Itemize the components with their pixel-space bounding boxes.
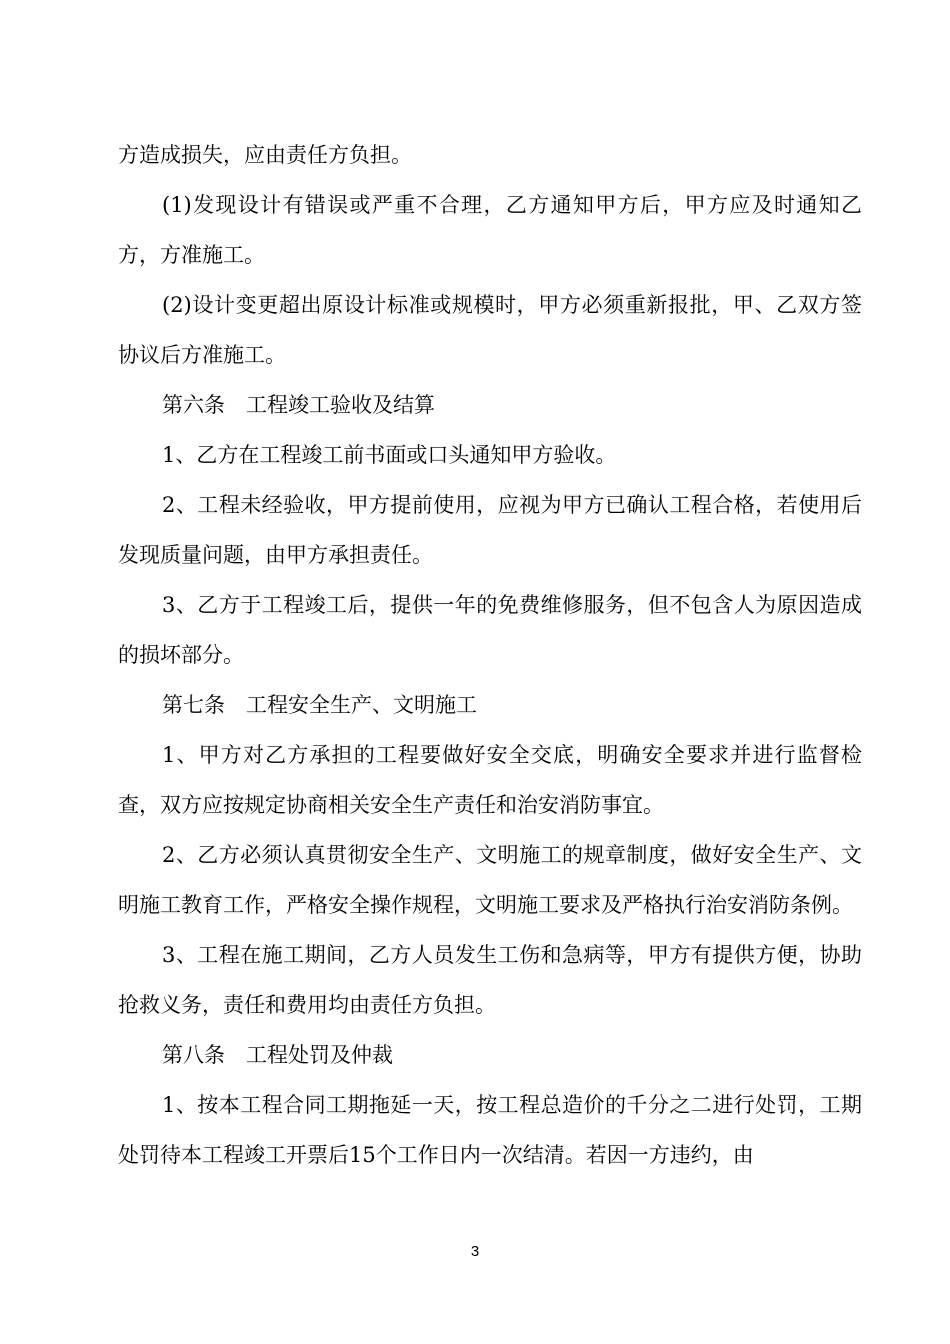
paragraph: 2、工程未经验收，甲方提前使用，应视为甲方已确认工程合格，若使用后发现质量问题，由甲方承担责任。 bbox=[118, 493, 862, 567]
paragraph: 方造成损失，应由责任方负担。 bbox=[118, 143, 412, 167]
paragraph: 1、甲方对乙方承担的工程要做好安全交底，明确安全要求并进行监督检查，双方应按规定协商相关安全生产责任和治安消防事宜。 bbox=[118, 743, 862, 817]
paragraph: (1)发现设计有错误或严重不合理，乙方通知甲方后，甲方应及时通知乙方，方准施工。 bbox=[118, 193, 862, 267]
document-body bbox=[118, 130, 862, 1180]
paragraph: 2、乙方必须认真贯彻安全生产、文明施工的规章制度，做好安全生产、文明施工教育工作，严格安全操作规程，文明施工要求及严格执行治安消防条例。 bbox=[118, 843, 862, 917]
paragraph: (2)设计变更超出原设计标准或规模时，甲方必须重新报批，甲、乙双方签协议后方准施工。 bbox=[118, 293, 862, 367]
paragraph: 第七条 工程安全生产、文明施工 bbox=[162, 693, 477, 717]
paragraph: 1、按本工程合同工期拖延一天，按工程总造价的千分之二进行处罚，工期处罚待本工程竣工开票后15个工作日内一次结清。若因一方违约，由 bbox=[118, 1093, 862, 1167]
paragraph: 第八条 工程处罚及仲裁 bbox=[162, 1043, 393, 1067]
paragraph: 3、工程在施工期间，乙方人员发生工伤和急病等，甲方有提供方便，协助抢救义务，责任和费用均由责任方负担。 bbox=[118, 943, 862, 1017]
paragraph: 第六条 工程竣工验收及结算 bbox=[162, 393, 435, 417]
paragraph: 1、乙方在工程竣工前书面或口头通知甲方验收。 bbox=[162, 443, 617, 467]
paragraph: 3、乙方于工程竣工后，提供一年的免费维修服务，但不包含人为原因造成的损坏部分。 bbox=[118, 593, 862, 667]
page-number: 3 bbox=[470, 1243, 480, 1260]
